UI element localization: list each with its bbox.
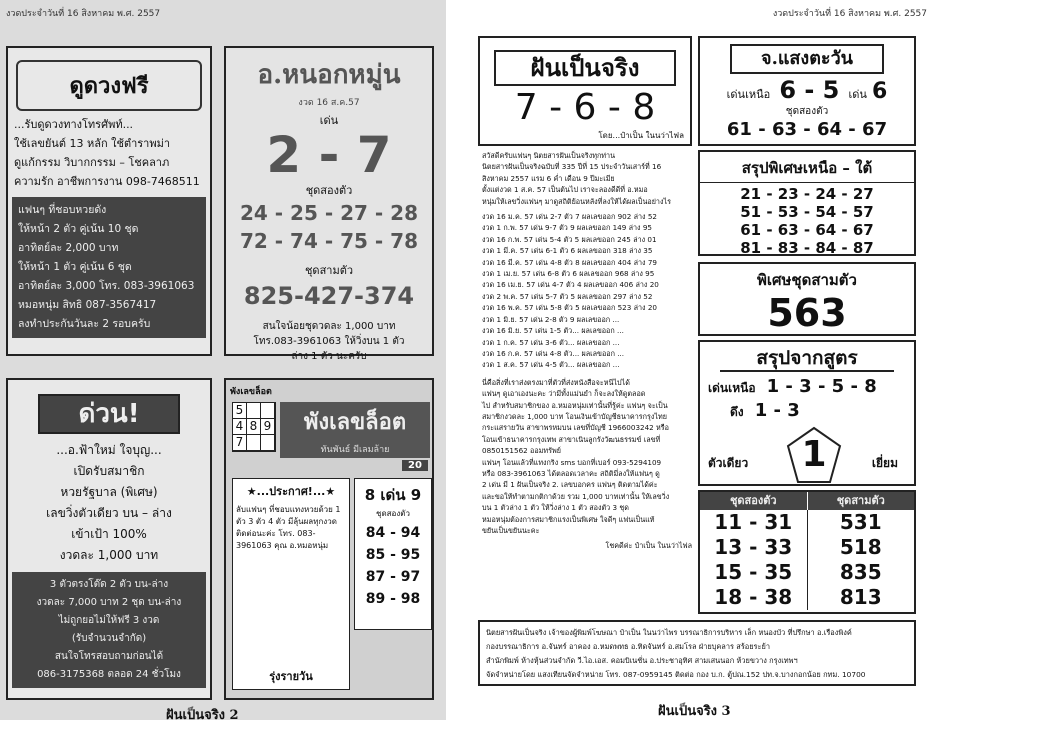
master-nok-lead: เด่น (319, 114, 339, 127)
article-outro-line: กระแสรายวัน สาขาพรหมบน เลขที่บัญชี 1966003242 หรือ (482, 423, 669, 433)
formula-lead-label: เด่นเหนือ (708, 381, 756, 395)
lucky-lock-grid-cell: 7 (233, 435, 247, 451)
sets-three-cell: 531 (839, 510, 882, 534)
fortune-ad-dark-panel (12, 197, 206, 338)
article-record-line: งวด 16 ก.พ. 57 เด่น 5-4 ตัว 5 ผลเลขออก 245 ล่าง 01 (482, 234, 657, 244)
fortune-ad-line: ความรัก อาชีพการงาน 098-7468511 (14, 175, 200, 188)
lucky-lock-grid-cell (261, 435, 275, 451)
article-intro (482, 150, 692, 207)
lucky-lock-box (224, 378, 434, 700)
sets-two-cell: 15 - 35 (714, 560, 793, 584)
master-nok-title: อ.หนอกหมู่น (257, 60, 401, 90)
lucky-lock-announce-title: ★...ประกาศ!...★ (246, 485, 336, 498)
master-nok-three-number: 825-427-374 (243, 282, 415, 310)
formula-lead-row (708, 376, 914, 398)
summary-row: 21 - 23 - 24 - 27 (740, 185, 874, 203)
title-box-title: ฝันเป็นจริง (494, 50, 676, 86)
article-outro-line: ขยันเป็นขยันนะคะ (482, 526, 540, 535)
article-record-line: งวด 16 ม.ค. 57 เด่น 2-7 ตัว 7 ผลเลขออก 902 ล่าง 52 (482, 212, 657, 222)
lucky-lock-numbers (354, 478, 432, 630)
urgent-ad-line: งวดละ 1,000 บาท (59, 548, 159, 562)
fortune-ad-title: ดูดวงฟรี (16, 60, 202, 111)
urgent-ad-dark-line: 086-3175368 ตลอด 24 ชั่วโมง (37, 669, 181, 680)
formula-yiam: เยี่ยม (871, 456, 898, 470)
right-page-header: งวดประจำวันที่ 16 สิงหาคม พ.ศ. 2557 (772, 9, 927, 19)
summary-row: 51 - 53 - 54 - 57 (740, 203, 874, 221)
fortune-ad-dark-line: อาทิตย์ละ 3,000 โทร. 083-3961063 (18, 280, 195, 292)
sun-box-lead2: เด่น (848, 88, 867, 101)
article-record-line: งวด 16 พ.ค. 57 เด่น 5-8 ตัว 5 ผลเลขออก 523 ล่าง 20 (482, 303, 657, 313)
publisher-note-line: กองบรรณาธิการ อ.จันทร์ อาคอง อ.หมดพทธ อ.ทิดจันทร์ อ.สมโรล ฝ่ายบุคลาร สร้อยระย้า (486, 642, 770, 651)
urgent-ad-dark-line: งวดละ 7,000 บาท 2 ชุด บน-ล่าง (36, 597, 182, 608)
sets-three-cell: 813 (839, 585, 882, 609)
article-outro-line: แฟนๆ โอนแล้วที่แทงกริง sms บอกที่เบอร์ 093-5294109 (482, 457, 662, 467)
urgent-ad-dark-line: สนใจโทรสอบถามก่อนได้ (54, 651, 164, 662)
sets-table-threes (808, 510, 915, 610)
article-outro-line: โอนเข้าธนาคารกรุงเทพ สาขาเนินลูกรังวัฒนธรรมข์ เลขที่ (482, 434, 661, 444)
left-page-header: งวดประจำวันที่ 16 สิงหาคม พ.ศ. 2557 (6, 9, 161, 19)
lucky-lock-pairs (355, 522, 431, 610)
urgent-ad-box (6, 378, 212, 700)
publisher-note-line: จัดจำหน่ายโดย แสงเทียนจัดจำหน่าย โทร. 087-0959145 ติดต่อ กอง บ.ก. ตู้ปณ.152 ปท.จ.บางกอกน้อย กทม. 10700 (486, 670, 866, 679)
lucky-lock-badge: 20 (402, 460, 428, 471)
sets-table-header (700, 492, 914, 510)
lucky-lock-grid-cell: 5 (233, 403, 247, 419)
master-nok-pair-label: ชุดสองตัว (305, 184, 353, 197)
urgent-ad-dark-panel (12, 572, 206, 688)
article-outro-line: นี่คือสิ่งที่เราส่งตรงมาที่ตัวที่ส่งหนังสือจะหนีไปได้ (482, 377, 630, 387)
formula-single-num: 1 (801, 434, 827, 475)
master-nok-three-label: ชุดสามตัว (304, 264, 354, 277)
summary-box-title: สรุปพิเศษเหนือ – ใต้ (700, 156, 914, 183)
master-nok-box (224, 46, 434, 362)
right-page-footer: ฝันเป็นจริง 3 (658, 704, 731, 719)
article-outro (482, 377, 692, 537)
article-record-line: งวด 1 มี.ค. 57 เด่น 6-1 ตัว 6 ผลเลขออก 318 ล่าง 35 (482, 246, 653, 256)
lucky-lock-grid-cell (261, 403, 275, 419)
sun-box-pairs: 61 - 63 - 64 - 67 (726, 119, 888, 140)
publisher-note-line: นิตยสารฝันเป็นจริง เจ้าของผู้พิมพ์โฆษณา ป๋าเป็น ในนว่าไพร บรรณาธิการบริหาร เล็ก หนองบัว ที่ปรึกษา อ.เรืองพิงค์ (486, 628, 852, 637)
summary-box-rows (700, 185, 914, 257)
article-outro-line: 2 เด่น มี 1 ฝันเป็นจริง 2. เลขบอกคร แฟนๆ ติดตามได้ค่ะ (482, 480, 658, 490)
lucky-lock-highlight: 8 เด่น 9 (364, 486, 422, 504)
article-intro-line: สิงหาคม 2557 แรม 6 ค่ำ เดือน 9 ปีมะเมีย (482, 173, 615, 183)
master-nok-pairs-2: 72 - 74 - 75 - 78 (239, 229, 418, 253)
left-page (0, 0, 446, 723)
article-outro-line: หรือ 083-3961063 ได้ตลอดเวลาคะ สถิติมี่ลงให้แฟนๆ ดู (482, 468, 660, 478)
article-outro-line: ไป สำหรับสมาชิกของ อ.หมอหนุ่มเท่านั้นที่รู้ค่ะ แฟนๆ จะเป็น (482, 400, 668, 410)
special-box-number: 563 (767, 291, 847, 335)
article (482, 150, 692, 552)
summary-box (698, 150, 916, 256)
fortune-ad-lines (8, 115, 210, 191)
article-sign: โชคดีค่ะ ป๋าเป็น ในนว่าไฟล (605, 541, 692, 551)
fortune-ad-dark-line: อาทิตย์ละ 2,000 บาท (18, 242, 119, 254)
left-page-footer: ฝันเป็นจริง 2 (166, 708, 239, 723)
sets-table-col-three: ชุดสามตัว (808, 492, 915, 510)
sun-box-pair-label: ชุดสองตัว (785, 106, 829, 117)
master-nok-promo-3: ล่าง 1 ตัว นะครับ (291, 351, 367, 362)
article-intro-line: ตั้งแต่งวด 1 ส.ค. 57 เป็นต้นไป เราจะลองดีดีที่ อ.หมอ (482, 185, 648, 195)
urgent-ad-line: หวยรัฐบาล (พิเศษ) (60, 485, 158, 499)
formula-dung-nums: 1 - 3 (754, 400, 800, 421)
lucky-lock-pair: 87 - 97 (365, 569, 421, 585)
fortune-ad-dark-line: ลงทำประกันวันละ 2 รอบครับ (18, 318, 151, 330)
urgent-ad-title: ด่วน! (38, 394, 180, 434)
sets-table-twos (700, 510, 808, 610)
article-record-line: งวด 16 มิ.ย. 57 เด่น 1-5 ตัว... ผลเลขออก ... (482, 326, 624, 336)
article-record-line: งวด 16 เม.ย. 57 เด่น 4-7 ตัว 4 ผลเลขออก 406 ล่าง 20 (482, 280, 659, 290)
fortune-ad-line: ...รับดูดวงทางโทรศัพท์... (14, 118, 134, 131)
sets-two-cell: 18 - 38 (714, 585, 793, 609)
fortune-ad-dark-line: แฟนๆ ที่ชอบหวยดัง (18, 204, 107, 216)
sets-two-cell: 11 - 31 (714, 510, 793, 534)
master-nok-main-number: 2 - 7 (266, 126, 392, 184)
article-outro-line: และขอให้ทำตามกติกาด้วย รวม 1,000 บาทเท่านั้น ให้เลขวิ่ง (482, 491, 670, 501)
formula-lead-nums: 1 - 3 - 5 - 8 (766, 376, 877, 397)
lucky-lock-grid (232, 402, 276, 452)
special-box (698, 262, 916, 336)
article-outro-line: บน 1 ตัวล่าง 1 ตัว ให้วิ่งล่าง 1 ตัว สองตัว 3 ชุด (482, 503, 629, 513)
formula-dung-row (730, 400, 914, 422)
sets-table (698, 490, 916, 614)
fortune-ad-dark-line: ให้หน้า 2 ตัว คู่เน้น 10 ชุด (18, 223, 139, 235)
lucky-lock-sub: ทันพันธ์ มีเลมล้าย (320, 445, 390, 455)
publisher-note (478, 620, 916, 686)
publisher-note-lines (486, 626, 908, 682)
lucky-lock-announce-text: ลับแฟนๆ ที่ชอบแทงหวยด้วย 1 ตัว 3 ตัว 4 ตัว มีลุ้นผลทุกงวด ติดต่อนะค่ะ โทร. 083-3961063 คุณ อ.หมอหนุ่ม (236, 505, 341, 550)
summary-row: 61 - 63 - 64 - 67 (740, 221, 874, 239)
sun-box-lead-num: 6 (872, 79, 888, 104)
lucky-lock-grid-cell (247, 403, 261, 419)
sets-three-cell: 518 (839, 535, 882, 559)
formula-box-title: สรุปจากสูตร (720, 346, 894, 372)
summary-row: 81 - 83 - 84 - 87 (740, 239, 874, 257)
special-box-title: พิเศษชุดสามตัว (757, 271, 857, 289)
lucky-lock-footer-note: รุ่งรายวัน (269, 670, 313, 683)
urgent-ad-dark-line: 3 ตัวตรงโต๊ด 2 ตัว บน-ล่าง (49, 579, 169, 590)
lucky-lock-logo: พังเลขล็อต (280, 402, 430, 458)
formula-dung-label: ดึง (730, 405, 744, 419)
article-record-line: งวด 1 ก.ค. 57 เด่น 3-6 ตัว... ผลเลขออก ... (482, 337, 620, 347)
title-box-byline: โดย...ป๋าเป็น ในนว่าไฟล (598, 131, 684, 140)
article-intro-line: หนุ่มให้เลขวิ่งแฟนๆ มาดูสถิติย้อนหลังที่ลงให้ได้ผลเป็นอย่างไร (482, 196, 671, 206)
fortune-ad-box (6, 46, 212, 356)
master-nok-date: งวด 16 ส.ค.57 (298, 98, 360, 108)
lucky-lock-pair: 84 - 94 (365, 525, 421, 541)
article-records (482, 211, 692, 371)
master-nok-promo-1: สนใจน้อยชุดวดละ 1,000 บาท (262, 321, 396, 332)
publisher-note-line: สำนักพิมพ์ ห้างหุ้นส่วนจำกัด วี.ไอ.เอส. คอมบิเนชั่น อ.ประชาอุทิศ สามเสนนอก ห้วยขวาง กรุงเทพฯ (486, 656, 798, 665)
sun-box-lead1: เด่นเหนือ (726, 88, 771, 101)
article-outro-line: 0850151562 ออมทรัพย์ (482, 446, 561, 456)
formula-single-label: ตัวเดียว (708, 456, 749, 470)
fortune-ad-dark-line: หมอหนุ่ม สิทธิ 087-3567417 (18, 299, 157, 311)
urgent-ad-dark-line: (รับจำนวนจำกัด) (71, 633, 147, 644)
urgent-ad-line: เปิดรับสมาชิก (73, 464, 145, 478)
sets-three-cell: 835 (839, 560, 882, 584)
sun-box-main: 6 - 5 (779, 76, 840, 104)
article-intro-line: สวัสดีครับแฟนๆ นิตยสารฝันเป็นจริงทุกท่าน (482, 151, 615, 160)
master-nok-pairs-1: 24 - 25 - 27 - 28 (239, 201, 418, 225)
article-outro-line: แฟนๆ ดูเอาเองนะคะ ว่ามีทั้งแม่นยำ ก็จะลงให้ดูตลอด (482, 389, 646, 399)
article-outro-line: สมาชิกงวดละ 1,000 บาท โอนเงินเข้าบัญชีธนาคารกรุงไทย (482, 411, 667, 421)
lucky-lock-pair: 89 - 98 (365, 591, 421, 607)
lucky-lock-announce (232, 478, 350, 690)
title-box-numbers: 7 - 6 - 8 (514, 87, 656, 128)
master-nok-promo-2: โทร.083-3961063 ให้วิ่งบน 1 ตัว (253, 336, 405, 347)
article-record-line: งวด 1 มิ.ย. 57 เด่น 2-8 ตัว 9 ผลเลขออก ... (482, 314, 620, 324)
fortune-ad-line: ดูแก้กรรม วิบากกรรม – โชคลาภ (14, 156, 170, 169)
lucky-lock-grid-cell: 9 (261, 419, 275, 435)
right-page (472, 0, 933, 720)
lucky-lock-grid-cell: 8 (247, 419, 261, 435)
lucky-lock-grid-cell (247, 435, 261, 451)
lucky-lock-highlight-sub: ชุดสองตัว (376, 509, 410, 518)
formula-box (698, 340, 916, 486)
urgent-ad-dark-line: ไม่ถูกยอไม่ให้ฟรี 3 งวด (58, 615, 160, 626)
lucky-lock-header: พังเลขล็อต (230, 387, 272, 397)
urgent-ad-lines (8, 440, 210, 566)
sun-box-main-row (700, 76, 914, 104)
article-record-line: งวด 1 ก.พ. 57 เด่น 9-7 ตัว 9 ผลเลขออก 149 ล่าง 95 (482, 223, 652, 233)
lucky-lock-pair: 85 - 95 (365, 547, 421, 563)
title-box (478, 36, 692, 146)
article-record-line: งวด 2 พ.ค. 57 เด่น 5-7 ตัว 5 ผลเลขออก 297 ล่าง 52 (482, 291, 653, 301)
urgent-ad-line: ...อ.ฟ้าใหม่ ใจบุญ... (56, 443, 162, 457)
sun-box-title: จ.แสงตะวัน (730, 44, 884, 74)
urgent-ad-line: เลขวิ่งตัวเดียว บน – ล่าง (46, 506, 172, 520)
sets-table-col-two: ชุดสองตัว (700, 492, 808, 510)
article-record-line: งวด 16 มี.ค. 57 เด่น 4-8 ตัว 8 ผลเลขออก 404 ล่าง 79 (482, 257, 657, 267)
lucky-lock-grid-cell: 4 (233, 419, 247, 435)
sets-two-cell: 13 - 33 (714, 535, 793, 559)
article-record-line: งวด 1 ส.ค. 57 เด่น 4-5 ตัว... ผลเลขออก ... (482, 360, 620, 370)
article-record-line: งวด 1 เม.ย. 57 เด่น 6-8 ตัว 6 ผลเลขออก 968 ล่าง 95 (482, 269, 655, 279)
sets-table-body (700, 510, 914, 610)
article-intro-line: นิตยสารฝันเป็นจริงฉบับที่ 335 ปีที่ 15 ประจำวันเสาร์ที่ 16 (482, 162, 662, 172)
article-outro-line: หมอหนุ่มต้องการสมาชิกแรงเป็นพิเศษ ใจดีๆ แฟนเป็นแท้ (482, 514, 655, 524)
urgent-ad-line: เข้าเป้า 100% (71, 527, 147, 541)
fortune-ad-dark-line: ให้หน้า 1 ตัว คู่เน้น 6 ชุด (18, 261, 132, 273)
article-record-line: งวด 16 ก.ค. 57 เด่น 4-8 ตัว... ผลเลขออก ... (482, 348, 625, 358)
fortune-ad-line: ใช้เลขยันต์ 13 หลัก ใช้ตำราพม่า (14, 137, 171, 150)
sun-box (698, 36, 916, 146)
